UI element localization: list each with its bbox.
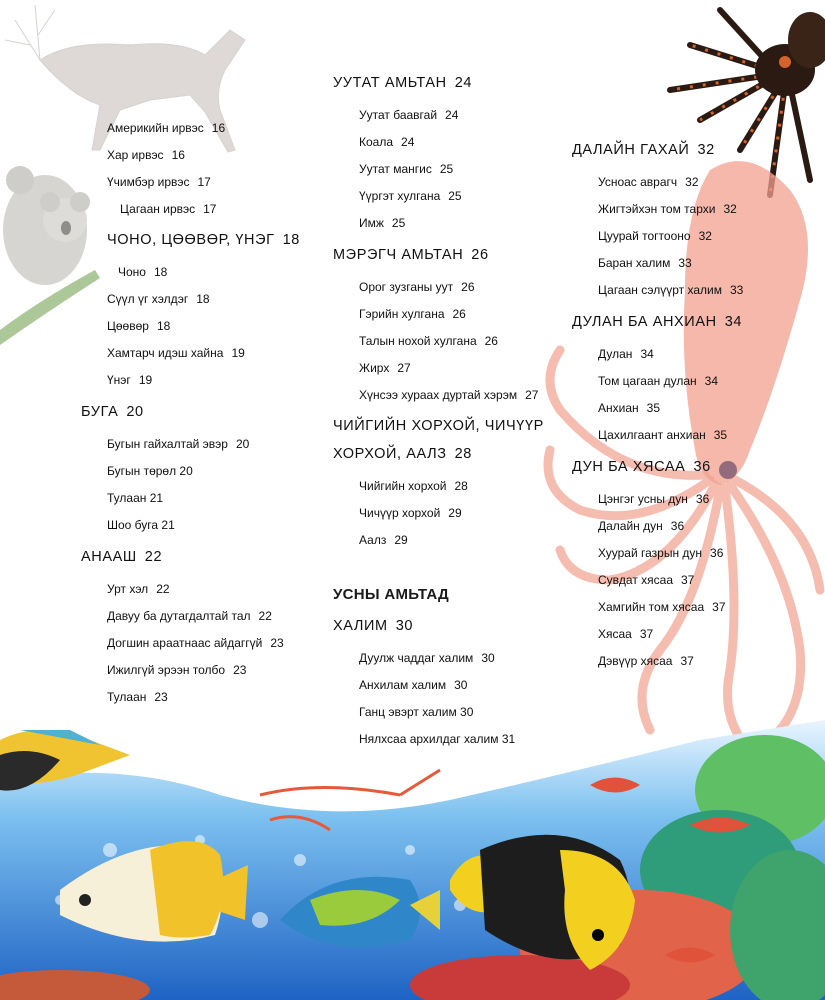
toc-item-title: Усноас аврагч — [598, 175, 678, 189]
toc-page-number: 26 — [452, 307, 466, 321]
toc-item-title: Чийгийн хорхой — [359, 479, 447, 493]
toc-page-number: 37 — [712, 600, 726, 614]
toc-page-number: 22 — [144, 549, 163, 565]
toc-page-number: 32 — [685, 175, 699, 189]
toc-page-number: 36 — [693, 459, 711, 475]
toc-item-title: Жирх — [359, 361, 390, 375]
toc-heading-title: БУГА — [81, 404, 119, 420]
toc-item-title: Жигтэйхэн том тархи — [598, 202, 716, 216]
toc-item-title: Дулан — [598, 347, 633, 361]
toc-page-number: 16 — [211, 121, 226, 135]
toc-item[interactable] — [359, 280, 475, 294]
toc-page-number: 19 — [231, 346, 245, 360]
toc-item-title: Талын нохой хулгана — [359, 334, 477, 348]
toc-item-title: Тулаан — [107, 690, 147, 704]
toc-item[interactable] — [359, 533, 408, 547]
toc-item[interactable] — [107, 690, 168, 704]
toc-item-title: Гэрийн хулгана — [359, 307, 445, 321]
toc-heading[interactable] — [572, 459, 711, 475]
toc-page-number: 36 — [695, 492, 710, 506]
toc-item-title: Дуулж чаддаг халим — [359, 651, 474, 665]
toc-heading-title: МЭРЭГЧ АМЬТАН — [333, 247, 464, 263]
toc-item[interactable] — [118, 265, 167, 279]
toc-item[interactable] — [359, 732, 515, 746]
toc-item[interactable] — [598, 492, 709, 506]
toc-page-number: 35 — [713, 428, 728, 442]
toc-page-number: 37 — [639, 627, 654, 641]
toc-item-title: Чоно — [118, 265, 146, 279]
toc-item-title: Цэнгэг усны дун — [598, 492, 688, 506]
toc-page-number: 33 — [729, 283, 744, 297]
toc-item-title: Чичүүр хорхой — [359, 506, 441, 520]
toc-item[interactable] — [359, 651, 495, 665]
toc-heading-title: ХОРХОЙ, ААЛЗ — [333, 446, 447, 462]
toc-item[interactable] — [107, 491, 163, 505]
toc-item-title: Хамгийн том хясаа — [598, 600, 705, 614]
toc-item[interactable] — [107, 464, 193, 478]
toc-heading-title: ЧИЙГИЙН ХОРХОЙ, ЧИЧҮҮР — [333, 418, 544, 434]
toc-item[interactable] — [598, 229, 712, 243]
toc-item[interactable] — [107, 373, 152, 387]
toc-page-number: 22 — [258, 609, 272, 623]
toc-page-number: 23 — [154, 690, 168, 704]
toc-item[interactable] — [598, 428, 727, 442]
toc-item[interactable] — [359, 479, 468, 493]
toc-page-number: 18 — [196, 292, 210, 306]
toc-item[interactable] — [598, 347, 654, 361]
toc-item-title: Баран халим — [598, 256, 671, 270]
toc-item[interactable] — [359, 216, 405, 230]
toc-heading-title: ЧОНО, ЦӨӨВӨР, ҮНЭГ — [107, 232, 275, 248]
toc-item-title: Үүргэт хулгана — [359, 189, 441, 203]
toc-item-title: Үчимбэр ирвэс — [107, 175, 190, 189]
toc-item[interactable] — [107, 121, 225, 135]
toc-heading[interactable] — [81, 549, 162, 565]
toc-page-number: 29 — [448, 506, 462, 520]
toc-item[interactable] — [359, 189, 462, 203]
toc-item[interactable] — [598, 600, 726, 614]
toc-item[interactable] — [107, 609, 272, 623]
toc-page-number: 25 — [439, 162, 454, 176]
toc-page-number: 26 — [471, 247, 489, 263]
toc-page-number: 20 — [126, 404, 144, 420]
toc-page-number: 30 — [481, 651, 495, 665]
toc-page-number: 34 — [724, 314, 743, 330]
toc-item-title: Давуу ба дутагдалтай тал — [107, 609, 251, 623]
toc-item[interactable] — [107, 518, 175, 532]
toc-item-title: Орог зузганы уут — [359, 280, 454, 294]
toc-page-number: 26 — [484, 334, 498, 348]
toc-item-title: Дэвүүр хясаа — [598, 654, 673, 668]
toc-page-number: 37 — [681, 573, 695, 587]
toc-item[interactable] — [107, 663, 246, 677]
toc-item[interactable] — [107, 175, 211, 189]
toc-page-number: 20 — [235, 437, 250, 451]
toc-item[interactable] — [359, 361, 411, 375]
toc-heading[interactable] — [572, 314, 742, 330]
toc-item-title: Америкийн ирвэс — [107, 121, 204, 135]
toc-item[interactable] — [107, 636, 284, 650]
toc-heading[interactable] — [333, 446, 472, 462]
toc-page-number: 16 — [171, 148, 185, 162]
deer-illustration — [0, 0, 280, 170]
toc-page-number: 24 — [445, 108, 459, 122]
toc-item-title: Далайн дун — [598, 519, 663, 533]
toc-page-number: 34 — [704, 374, 719, 388]
toc-page-number: 34 — [640, 347, 654, 361]
toc-item-title: Шоо буга 21 — [107, 518, 175, 532]
toc-item-title: Анхилам халим — [359, 678, 447, 692]
toc-item-title: Хүнсээ хураах дуртай хэрэм — [359, 388, 518, 402]
toc-item[interactable] — [359, 705, 473, 719]
toc-item-title: Сувдат хясаа — [598, 573, 673, 587]
toc-item-title: Бугын төрөл 20 — [107, 464, 193, 478]
toc-page-number: 22 — [156, 582, 170, 596]
toc-page-number: 18 — [282, 232, 300, 248]
toc-item[interactable] — [359, 108, 458, 122]
toc-item[interactable] — [107, 292, 210, 306]
toc-item[interactable] — [598, 573, 694, 587]
toc-item[interactable] — [359, 506, 462, 520]
toc-item[interactable] — [598, 546, 723, 560]
toc-item[interactable] — [359, 334, 498, 348]
toc-heading[interactable] — [107, 232, 300, 248]
toc-item-title: Хар ирвэс — [107, 148, 164, 162]
toc-item[interactable] — [120, 202, 216, 216]
toc-item[interactable] — [598, 627, 653, 641]
toc-page-number: 37 — [680, 654, 694, 668]
toc-page-number: 19 — [138, 373, 153, 387]
toc-page-number: 32 — [723, 202, 737, 216]
toc-page-number: 23 — [233, 663, 247, 677]
toc-page-number: 23 — [270, 636, 284, 650]
toc-page-number: 18 — [153, 265, 168, 279]
toc-item-title: Цагаан ирвэс — [120, 202, 196, 216]
toc-page-number: 32 — [698, 229, 712, 243]
toc-heading[interactable] — [333, 618, 413, 634]
toc-heading-title: УУТАТ АМЬТАН — [333, 75, 447, 91]
toc-item-title: Нялхсаа архилдаг халим 31 — [359, 732, 516, 746]
toc-page-number: 28 — [454, 479, 468, 493]
toc-item[interactable] — [598, 654, 694, 668]
toc-page-number: 32 — [697, 142, 715, 158]
toc-item-title: Имж — [359, 216, 384, 230]
toc-page-number: 24 — [401, 135, 415, 149]
toc-page-number: 26 — [461, 280, 475, 294]
toc-page-number: 25 — [391, 216, 406, 230]
toc-item-title: Коала — [359, 135, 394, 149]
toc-page-number: 35 — [646, 401, 660, 415]
toc-item-title: Үнэг — [107, 373, 131, 387]
toc-page-number: 36 — [710, 546, 724, 560]
toc-item-title: Анхиан — [598, 401, 639, 415]
toc-heading[interactable] — [81, 404, 144, 420]
toc-heading[interactable] — [572, 142, 715, 158]
toc-item-title: Аалз — [359, 533, 387, 547]
toc-heading-title: ДУЛАН БА АНХИАН — [572, 314, 717, 330]
toc-page-number: 17 — [197, 175, 211, 189]
toc-heading-title: ДУН БА ХЯСАА — [572, 459, 686, 475]
toc-item-title: Бугын гайхалтай эвэр — [107, 437, 228, 451]
toc-heading-title: ДАЛАЙН ГАХАЙ — [572, 142, 690, 158]
toc-heading-title: ХАЛИМ — [333, 618, 388, 634]
toc-item-title: Цөөвөр — [107, 319, 149, 333]
toc-page-number: 33 — [678, 256, 692, 270]
toc-item[interactable] — [359, 678, 467, 692]
toc-page-number: 17 — [203, 202, 217, 216]
section-title — [333, 586, 449, 603]
toc-page-number: 24 — [454, 75, 473, 91]
toc-item[interactable] — [359, 162, 453, 176]
toc-item-title: Ганц эвэрт халим 30 — [359, 705, 474, 719]
toc-item[interactable] — [359, 388, 538, 402]
toc-page-number: 25 — [448, 189, 462, 203]
toc-item-title: Цуурай тогтооно — [598, 229, 691, 243]
toc-page-number: 36 — [670, 519, 685, 533]
toc-item[interactable] — [598, 175, 699, 189]
toc-item[interactable] — [598, 401, 660, 415]
toc-page-number: 29 — [394, 533, 408, 547]
toc-item-title: Хуурай газрын дун — [598, 546, 703, 560]
toc-item-title: Тулаан 21 — [107, 491, 164, 505]
toc-item[interactable] — [598, 256, 692, 270]
toc-page-number: 18 — [156, 319, 171, 333]
toc-item[interactable] — [359, 307, 466, 321]
toc-item[interactable] — [107, 582, 170, 596]
koala-illustration — [0, 150, 110, 350]
toc-item-title: Уутат баавгай — [359, 108, 438, 122]
toc-heading[interactable] — [333, 418, 544, 434]
toc-item-title: Хясаа — [598, 627, 632, 641]
toc-page-number: 30 — [395, 618, 414, 634]
toc-item[interactable] — [598, 202, 737, 216]
toc-heading[interactable] — [333, 75, 472, 91]
toc-item-title: Сүүл үг хэлдэг — [107, 292, 189, 306]
toc-page-number: 27 — [397, 361, 411, 375]
toc-page-number: 28 — [454, 446, 472, 462]
toc-page-number: 27 — [525, 388, 539, 402]
toc-item-title: Ижилгүй эрээн толбо — [107, 663, 226, 677]
toc-page-number: 30 — [454, 678, 468, 692]
toc-item-title: Цахилгаант анхиан — [598, 428, 706, 442]
toc-item[interactable] — [598, 283, 743, 297]
toc-item-title: Урт хэл — [107, 582, 149, 596]
toc-item[interactable] — [598, 519, 684, 533]
toc-item[interactable] — [107, 319, 170, 333]
toc-heading[interactable] — [333, 247, 489, 263]
toc-heading-title: АНААШ — [81, 549, 137, 565]
toc-item-title: Хамтарч идэш хайна — [107, 346, 224, 360]
toc-item[interactable] — [107, 437, 249, 451]
toc-item-title: Цагаан сэлүүрт халим — [598, 283, 722, 297]
section-title-text: УСНЫ АМЬТАД — [333, 586, 450, 603]
toc-item-title: Уутат мангис — [359, 162, 432, 176]
toc-item[interactable] — [107, 346, 245, 360]
toc-item-title: Том цагаан дулан — [598, 374, 697, 388]
toc-item-title: Догшин араатнаас айдаггүй — [107, 636, 263, 650]
toc-item[interactable] — [359, 135, 414, 149]
toc-item[interactable] — [598, 374, 718, 388]
toc-item[interactable] — [107, 148, 185, 162]
